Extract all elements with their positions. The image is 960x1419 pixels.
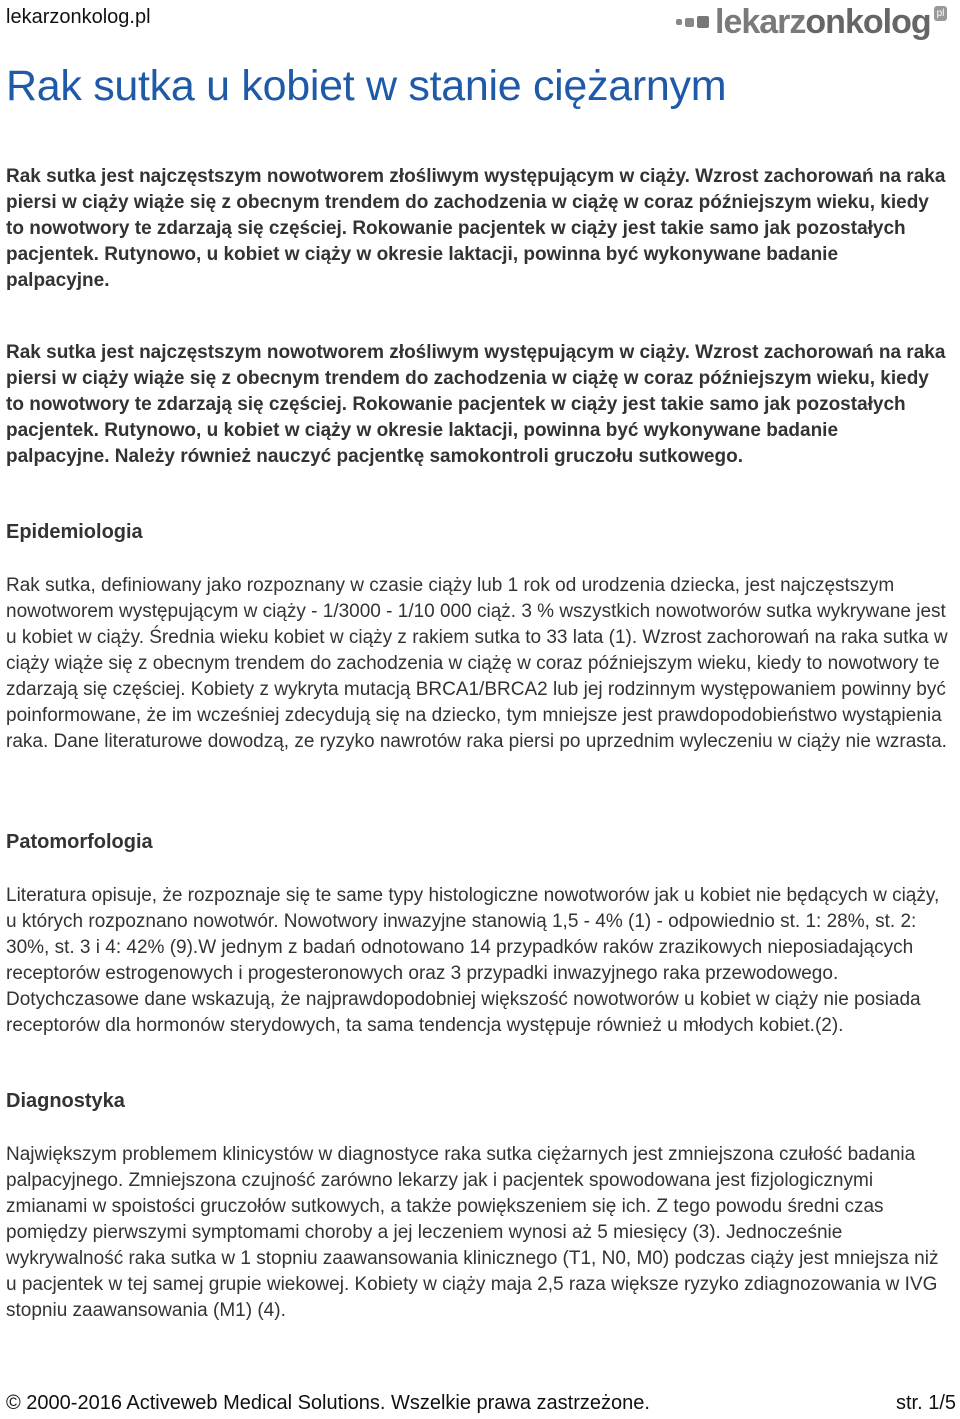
logo-dots-icon xyxy=(676,16,709,28)
logo-wordmark-b: onkolog xyxy=(805,2,931,41)
site-url[interactable]: lekarzonkolog.pl xyxy=(6,6,151,28)
logo-wordmark xyxy=(715,3,931,42)
logo-wordmark-a: lekarz xyxy=(715,2,806,41)
page-footer xyxy=(0,1392,960,1419)
lead-paragraph-1: Rak sutka jest najczęstszym nowotworem złośliwym występującym w ciąży. Wzrost zachorowań na raka piersi w ciąży wiąże się z obecnym trendem do zachodzenia w ciążę w coraz późniejszym wieku, kiedy to nowotwory te zdarzają się częściej. Rokowanie pacjentek w ciąży jest takie samo jak pozostałych pacjentek. Rutynowo, u kobiet w ciąży w okresie laktacji, powinna być wykonywane badanie palpacyjne. xyxy=(6,166,946,291)
page-number: str. 1/5 xyxy=(895,1392,956,1414)
section-heading-epidemiologia: Epidemiologia xyxy=(6,521,143,543)
site-logo[interactable] xyxy=(676,0,960,44)
section-text-patomorfologia: Literatura opisuje, że rozpoznaje się te same typy histologiczne nowotworów jak u kobiet nie będących w ciąży, u których rozpoznano nowotwór. Nowotwory inwazyjne stanowią 1,5 - 4% (1) - odpowiednio st. 1: 28%, st. 2: 30%, st. 3 i 4: 42% (9).W jednym z badań odnotowano 14 przypadków raków zrazikowych nieposiadających receptorów estrogenowych i progesteronowych oraz 3 przypadki inwazyjnego raka przewodowego. Dotychczasowe dane wskazują, że najprawdopodobniej większość nowotworów u kobiet w ciąży nie posiada receptorów dla hormonów sterydowych, ta sama tendencja występuje również u młodych kobiet.(2). xyxy=(6,885,940,1036)
section-text-diagnostyka: Największym problemem klinicystów w diagnostyce raka sutka ciężarnych jest zmniejszona czułość badania palpacyjnego. Zmniejszona czujność zarówno lekarzy jak i pacjentek spowodowana jest fizjologicznymi zmianami w spoistości gruczołów sutkowych, a także powiększeniem się ich. Z tego powodu średni czas pomiędzy pierwszymi symptomami choroby a jej leczeniem wynosi aż 5 miesięcy (3). Jednocześnie wykrywalność raka sutka w 1 stopniu zaawansowania klinicznego (T1, N0, M0) podczas ciąży jest mniejsza niż u pacjentek w tej samej grupie wiekowej. Kobiety w ciąży maja 2,5 raza większe ryzyko zdiagnozowania w IVG stopniu zaawansowania (M1) (4). xyxy=(6,1144,939,1321)
section-heading-patomorfologia: Patomorfologia xyxy=(6,831,153,853)
section-text-epidemiologia: Rak sutka, definiowany jako rozpoznany w czasie ciąży lub 1 rok od urodzenia dziecka, jest najczęstszym nowotworem występującym w ciąży - 1/3000 - 1/10 000 ciąż. 3 % wszystkich nowotworów sutka wykrywane jest u kobiet w ciąży. Średnia wieku kobiet w ciąży z rakiem sutka to 33 lata (1). Wzrost zachorowań na raka sutka w ciąży wiąże się z obecnym trendem do zachodzenia w ciążę w coraz późniejszym wieku, kiedy to nowotwory te zdarzają się częściej. Kobiety z wykryta mutacją BRCA1/BRCA2 lub jej rodzinnym występowaniem powinny być poinformowane, że im wcześniej zdecydują się na dziecko, tym mniejsze jest prawdopodobieństwo wystąpienia raka. Dane literaturowe dowodzą, ze ryzyko nawrotów raka piersi po uprzednim wyleczeniu w ciąży nie wzrasta. xyxy=(6,575,948,752)
section-heading-diagnostyka: Diagnostyka xyxy=(6,1090,125,1112)
logo-suffix: pl xyxy=(934,6,948,21)
copyright-text: © 2000-2016 Activeweb Medical Solutions. Wszelkie prawa zastrzeżone. xyxy=(6,1392,650,1414)
lead-paragraph-2: Rak sutka jest najczęstszym nowotworem złośliwym występującym w ciąży. Wzrost zachorowań na raka piersi w ciąży wiąże się z obecnym trendem do zachodzenia w ciążę w coraz późniejszym wieku, kiedy to nowotwory te zdarzają się częściej. Rokowanie pacjentek w ciąży jest takie samo jak pozostałych pacjentek. Rutynowo, u kobiet w ciąży w okresie laktacji, powinna być wykonywane badanie palpacyjne. Należy również nauczyć pacjentkę samokontroli gruczołu sutkowego. xyxy=(6,342,946,467)
page-title: Rak sutka u kobiet w stanie ciężarnym xyxy=(6,62,727,110)
